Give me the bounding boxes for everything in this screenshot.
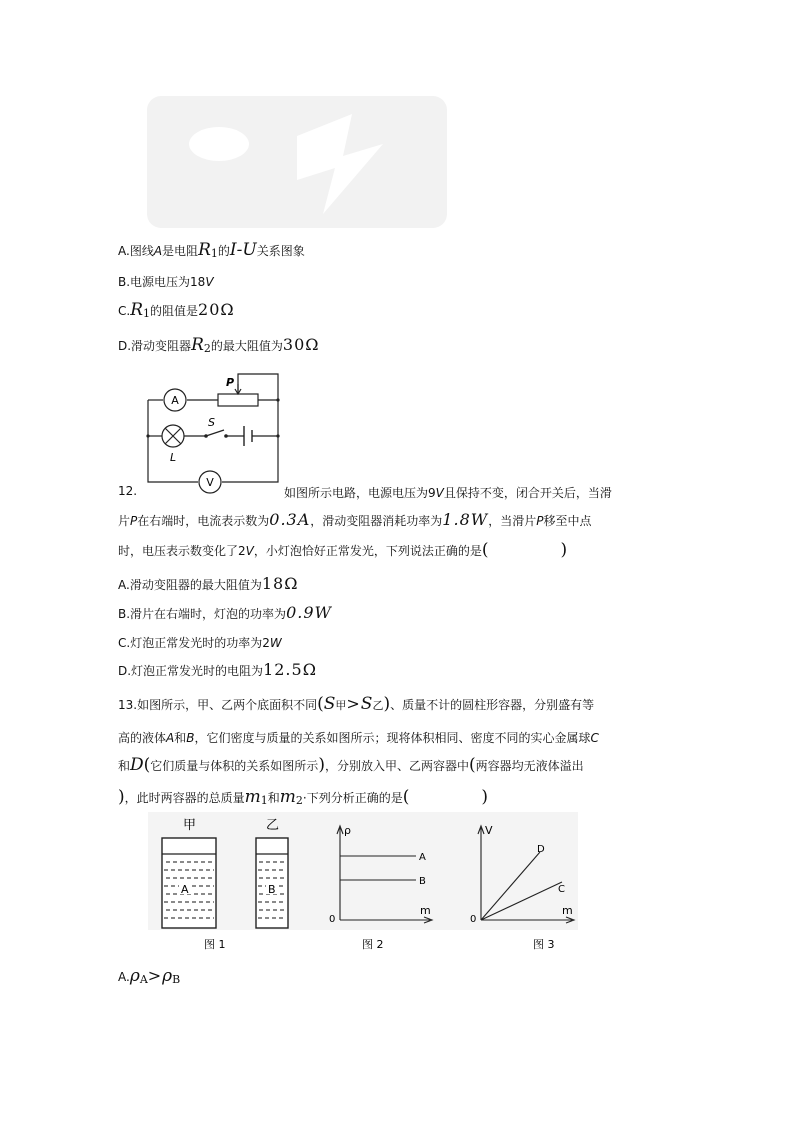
rheostat-symbol	[218, 394, 258, 406]
q13-figures	[148, 812, 578, 954]
battery-symbol	[244, 426, 252, 446]
slider-label: P	[226, 376, 235, 389]
q11-option-c: C.R1的阻值是20Ω	[118, 300, 235, 320]
q11-option-d: D.滑动变阻器R2的最大阻值为30Ω	[118, 335, 320, 355]
q13-option-a: A.ρA>ρB	[118, 966, 181, 986]
line-c-label: C	[558, 884, 565, 895]
ammeter-label: A	[171, 394, 179, 407]
container-yi-label: 乙	[266, 818, 280, 833]
q11-option-a: A.图线A是电阻R1的I-U关系图象	[118, 240, 305, 260]
m-axis-label: m	[420, 904, 431, 917]
lamp-label: L	[170, 451, 177, 464]
q12-stem-line1: 如图所示电路，电源电压为9V且保持不变，闭合开关后，当滑	[284, 486, 612, 500]
placeholder-image	[147, 96, 447, 228]
caption-fig2: 图 2	[362, 938, 384, 951]
q11-option-b: B.电源电压为18V	[118, 275, 214, 289]
m3-axis-label: m	[562, 904, 573, 917]
line-d-label: D	[537, 844, 545, 855]
caption-fig3: 图 3	[533, 938, 555, 951]
q13-stem-line2: 高的液体A和B，它们密度与质量的关系如图所示；现将体积相同、密度不同的实心金属球C	[118, 731, 599, 745]
circuit-diagram	[140, 368, 285, 494]
voltmeter-label: V	[206, 476, 214, 489]
q13-stem-line3: 和D(它们质量与体积的关系如图所示)，分别放入甲、乙两容器中(两容器均无液体溢出	[118, 755, 584, 775]
q12-number: 12.	[118, 484, 138, 498]
q12-option-c: C.灯泡正常发光时的功率为2W	[118, 636, 282, 650]
q12-option-b: B.滑片在右端时，灯泡的功率为0.9W	[118, 603, 332, 622]
origin3-label: 0	[470, 914, 477, 925]
line-b-label: B	[419, 876, 426, 887]
q12-stem-line2: 片P在右端时，电流表示数为0.3A，滑动变阻器消耗功率为1.8W，当滑片P移至中点	[118, 510, 592, 529]
v-axis-label: V	[485, 824, 493, 837]
liquid-a-label: A	[181, 883, 189, 896]
q13-stem-line4: )，此时两容器的总质量m1和m2·下列分析正确的是( )	[118, 787, 489, 807]
container-jia-label: 甲	[183, 818, 197, 833]
line-a-label: A	[419, 852, 426, 863]
rho-axis-label: ρ	[344, 824, 351, 837]
q12-option-d: D.灯泡正常发光时的电阻为12.5Ω	[118, 660, 317, 679]
caption-fig1: 图 1	[204, 938, 226, 951]
q12-option-a: A.滑动变阻器的最大阻值为18Ω	[118, 574, 299, 593]
q12-stem-line3: 时，电压表示数变化了2V，小灯泡恰好正常发光，下列说法正确的是( )	[118, 540, 568, 560]
liquid-b-label: B	[268, 883, 276, 896]
origin-label: 0	[329, 914, 336, 925]
switch-label: S	[208, 416, 215, 429]
q13-stem-line1: 13.如图所示，甲、乙两个底面积不同(S甲>S乙)、质量不计的圆柱形容器，分别盛有等	[118, 694, 595, 714]
